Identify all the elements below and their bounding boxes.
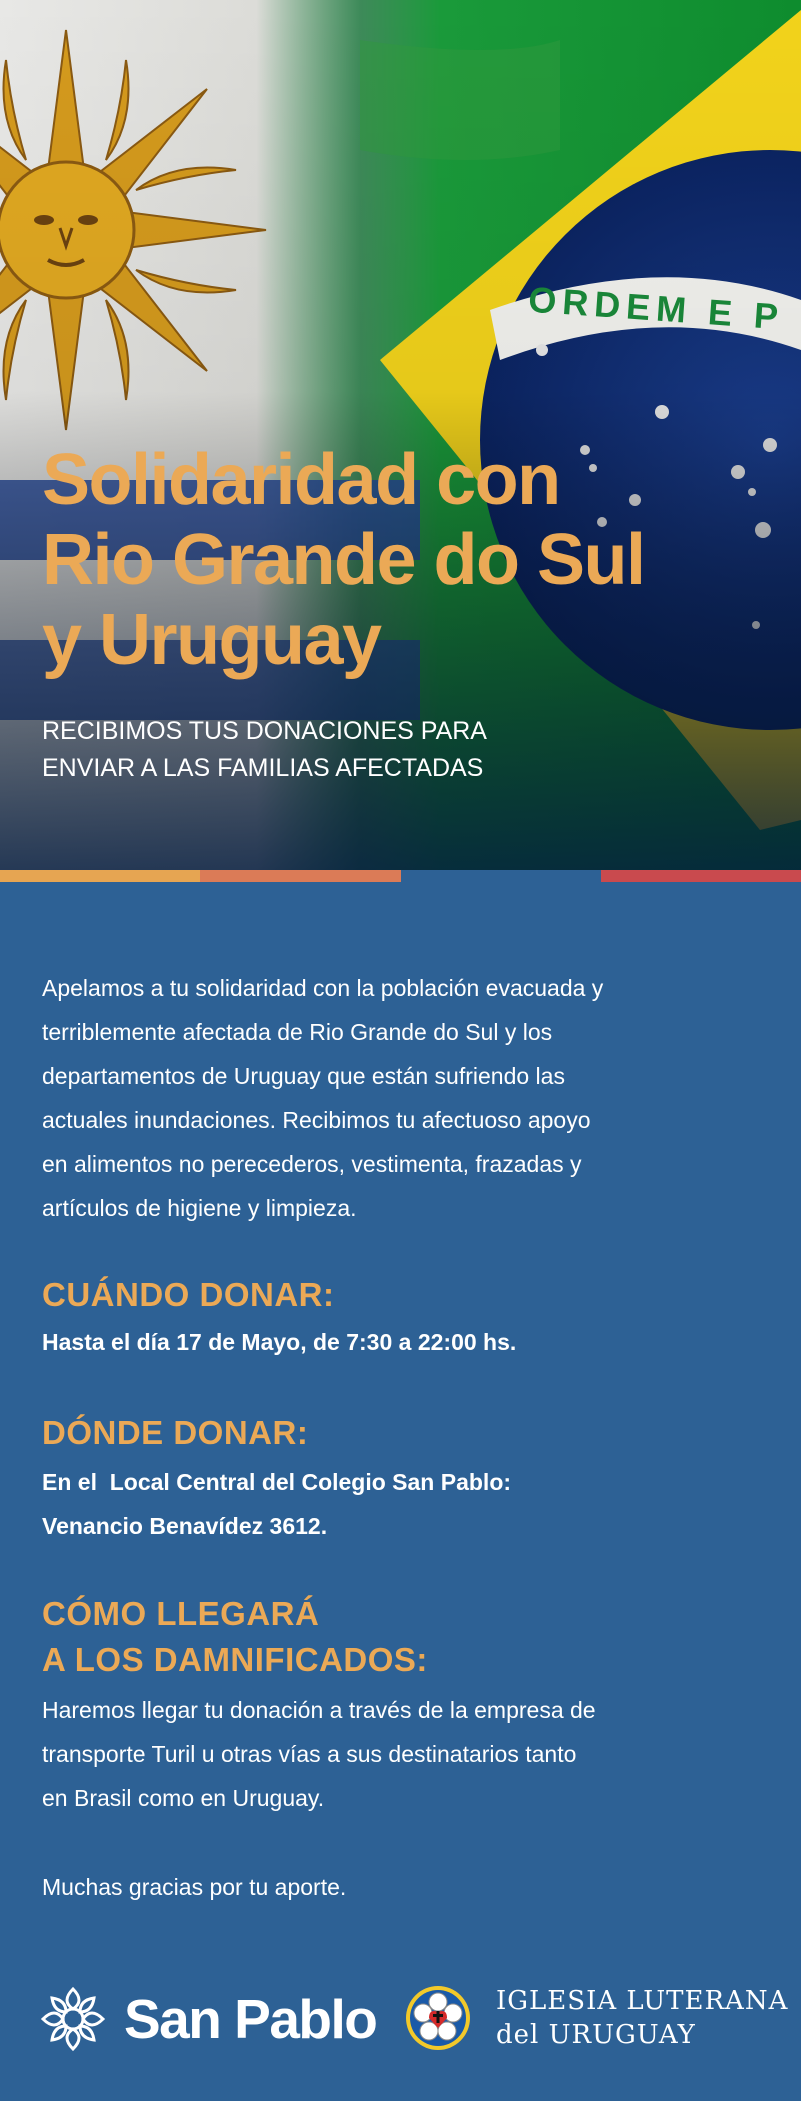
how-line: Haremos llegar tu donación a través de la empresa de: [42, 1697, 596, 1723]
how-heading-line: A LOS DAMNIFICADOS:: [42, 1641, 428, 1678]
how-heading-line: CÓMO LLEGARÁ: [42, 1595, 320, 1632]
where-text-line: En el Local Central del Colegio San Pablo:: [42, 1469, 512, 1495]
luther-rose-icon: [404, 1984, 472, 2052]
iglesia-luterana-logo: [404, 1984, 788, 2052]
intro-paragraph: [42, 966, 702, 1230]
intro-line: terriblemente afectada de Rio Grande do Sul y los: [42, 1019, 553, 1045]
where-heading: DÓNDE DONAR:: [42, 1414, 309, 1451]
how-line: transporte Turil u otras vías a sus destinatarios tanto: [42, 1741, 577, 1767]
hero-subtitle: [42, 713, 642, 787]
intro-line: departamentos de Uruguay que están sufriendo las: [42, 1063, 565, 1089]
san-pablo-name: San Pablo: [124, 1988, 377, 2050]
intro-line: actuales inundaciones. Recibimos tu afectuoso apoyo: [42, 1107, 591, 1133]
where-address: Venancio Benavídez 3612.: [42, 1513, 328, 1539]
stripe-segment: [0, 870, 200, 882]
how-line: en Brasil como en Uruguay.: [42, 1785, 325, 1811]
hero-title-line: Solidaridad con: [42, 440, 560, 520]
intro-line: en alimentos no perecederos, vestimenta, frazadas y: [42, 1151, 582, 1177]
how-text: [42, 1688, 702, 1820]
hero-title-line: Rio Grande do Sul: [42, 520, 645, 600]
when-text: Hasta el día 17 de Mayo, de 7:30 a 22:00 hs.: [42, 1329, 517, 1355]
hero-title-line: y Uruguay: [42, 600, 381, 680]
rose-emblem-icon: [40, 1986, 106, 2052]
iglesia-luterana-name: [496, 1984, 788, 2052]
when-heading: CUÁNDO DONAR:: [42, 1276, 335, 1313]
stripe-segment: [200, 870, 400, 882]
hero-banner: [0, 0, 801, 870]
intro-line: Apelamos a tu solidaridad con la población evacuada y: [42, 975, 604, 1001]
hero-subtitle-line: ENVIAR A LAS FAMILIAS AFECTADAS: [42, 754, 484, 782]
how-heading: [42, 1591, 642, 1683]
thanks-text: Muchas gracias por tu aporte.: [42, 1874, 347, 1900]
stripe-segment: [601, 870, 801, 882]
hero-title: [42, 440, 762, 680]
color-stripe: [0, 870, 801, 882]
san-pablo-logo: [40, 1986, 376, 2052]
stripe-segment: [401, 870, 601, 882]
intro-line: artículos de higiene y limpieza.: [42, 1195, 357, 1221]
iglesia-line: IGLESIA LUTERANA: [496, 1986, 789, 2016]
iglesia-line: del URUGUAY: [496, 2020, 696, 2050]
hero-subtitle-line: RECIBIMOS TUS DONACIONES PARA: [42, 717, 487, 745]
